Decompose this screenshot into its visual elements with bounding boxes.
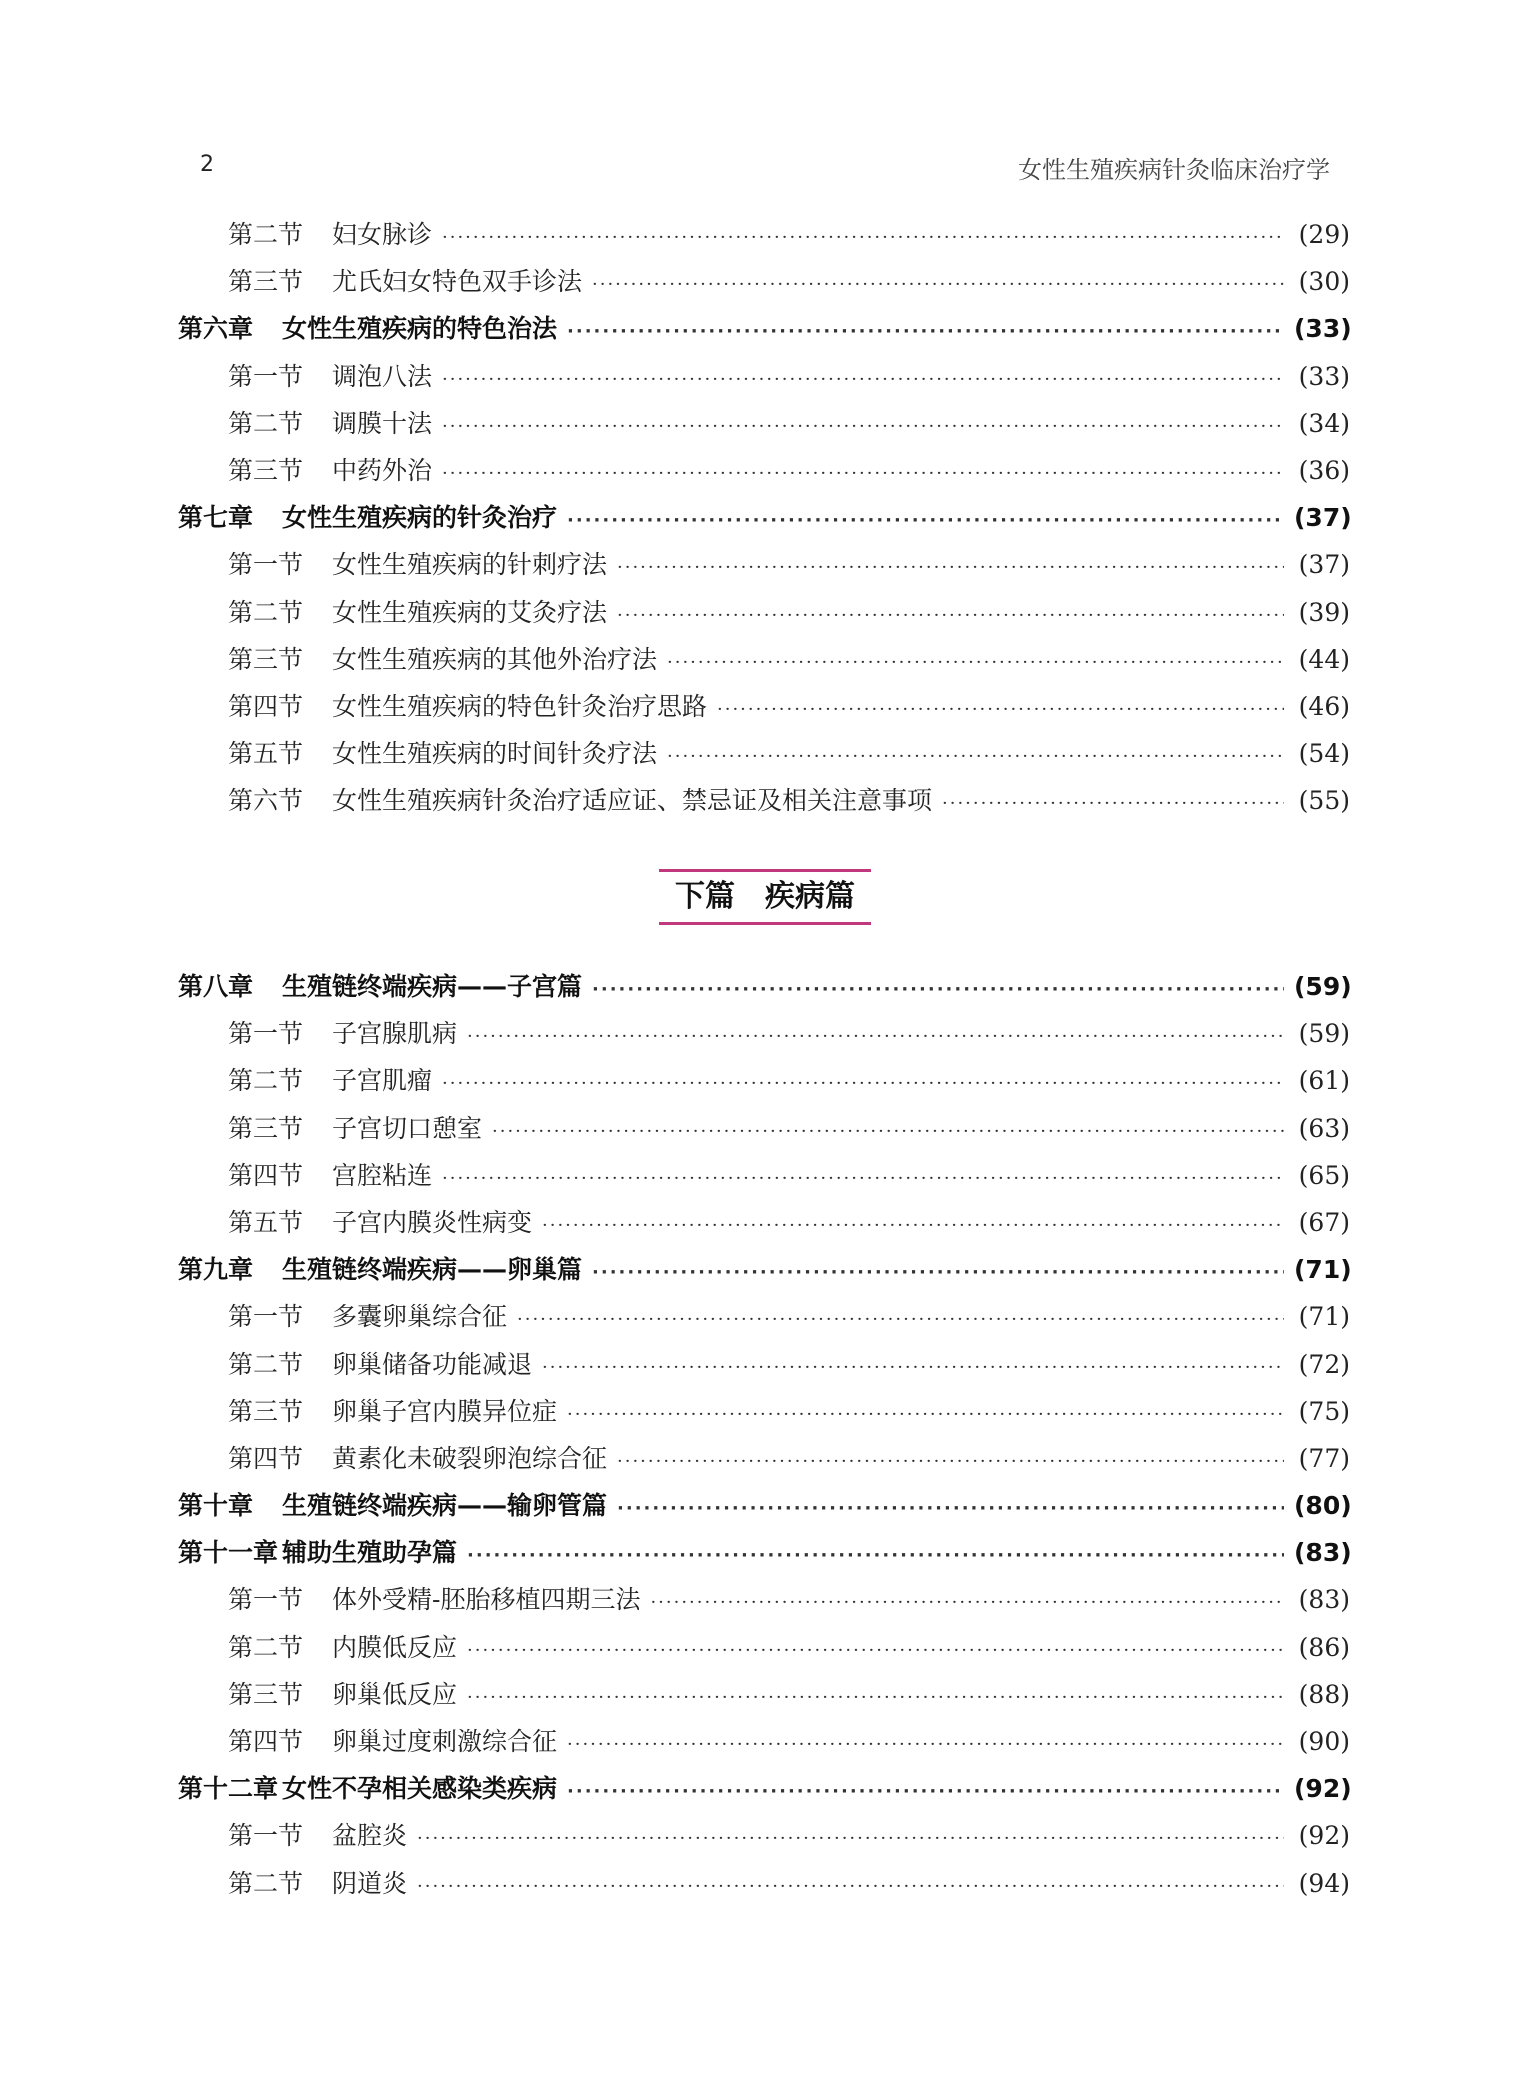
entry-page: (83) xyxy=(1298,1585,1350,1615)
entry-title: 女性生殖疾病的针灸治疗 xyxy=(282,503,558,533)
leader-dots xyxy=(417,1815,1284,1862)
entry-label: 第三节 xyxy=(228,1679,304,1709)
entry-title: 女性生殖疾病的特色治法 xyxy=(282,314,558,344)
toc-section-entry[interactable] xyxy=(178,1105,1350,1152)
entry-page: (39) xyxy=(1298,597,1350,627)
entry-title: 女性生殖疾病的其他外治疗法 xyxy=(332,644,658,674)
entry-label: 第十章 xyxy=(178,1491,254,1521)
entry-title: 体外受精-胚胎移植四期三法 xyxy=(332,1585,641,1615)
entry-label: 第三节 xyxy=(228,1396,304,1426)
toc-section-entry[interactable] xyxy=(178,589,1350,636)
toc-list-top xyxy=(178,211,1350,824)
toc-section-entry[interactable] xyxy=(178,211,1350,258)
leader-dots xyxy=(442,1155,1284,1202)
toc-section-entry[interactable] xyxy=(178,1152,1350,1199)
toc-section-entry[interactable] xyxy=(178,1341,1350,1388)
leader-dots xyxy=(592,1249,1284,1296)
entry-page: (63) xyxy=(1298,1113,1350,1143)
leader-dots xyxy=(650,1579,1284,1626)
entry-page: (75) xyxy=(1298,1396,1350,1426)
entry-title: 调膜十法 xyxy=(332,408,433,438)
leader-dots xyxy=(567,308,1284,355)
toc-section-entry[interactable] xyxy=(178,1010,1350,1057)
toc-section-entry[interactable] xyxy=(178,1671,1350,1718)
entry-page: (61) xyxy=(1298,1066,1350,1096)
leader-dots xyxy=(667,639,1284,686)
leader-dots xyxy=(617,1438,1284,1485)
entry-page: (54) xyxy=(1298,739,1350,769)
part-title: 下篇 疾病篇 xyxy=(659,869,871,925)
entry-label: 第四节 xyxy=(228,1443,304,1473)
entry-label: 第一节 xyxy=(228,550,304,580)
entry-title: 子宫腺肌病 xyxy=(332,1019,458,1049)
entry-label: 第一节 xyxy=(228,1585,304,1615)
leader-dots xyxy=(467,1013,1284,1060)
toc-section-entry[interactable] xyxy=(178,1860,1350,1907)
entry-title: 调泡八法 xyxy=(332,361,433,391)
entry-page: (33) xyxy=(1294,314,1352,344)
entry-label: 第二节 xyxy=(228,1868,304,1898)
leader-dots xyxy=(442,356,1284,403)
entry-label: 第二节 xyxy=(228,408,304,438)
entry-label: 第十二章 xyxy=(178,1774,279,1804)
entry-title: 中药外治 xyxy=(332,455,433,485)
entry-title: 卵巢子宫内膜异位症 xyxy=(332,1396,558,1426)
entry-label: 第三节 xyxy=(228,455,304,485)
toc-section-entry[interactable] xyxy=(178,1435,1350,1482)
entry-title: 女性生殖疾病的特色针灸治疗思路 xyxy=(332,691,708,721)
toc-section-entry[interactable] xyxy=(178,683,1350,730)
toc-section-entry[interactable] xyxy=(178,1812,1350,1859)
entry-label: 第四节 xyxy=(228,1160,304,1190)
toc-section-entry[interactable] xyxy=(178,1293,1350,1340)
leader-dots xyxy=(542,1202,1284,1249)
entry-page: (44) xyxy=(1298,644,1350,674)
toc-section-entry[interactable] xyxy=(178,541,1350,588)
leader-dots xyxy=(592,261,1284,308)
entry-page: (29) xyxy=(1298,220,1350,249)
entry-page: (59) xyxy=(1298,1019,1350,1049)
entry-page: (36) xyxy=(1298,455,1350,485)
entry-label: 第二节 xyxy=(228,1632,304,1662)
leader-dots xyxy=(517,1296,1284,1343)
leader-dots xyxy=(942,780,1284,827)
entry-title: 尤氏妇女特色双手诊法 xyxy=(332,267,583,297)
toc-section-entry[interactable] xyxy=(178,636,1350,683)
entry-page: (92) xyxy=(1298,1821,1350,1851)
entry-label: 第二节 xyxy=(228,1349,304,1379)
entry-page: (77) xyxy=(1298,1443,1350,1473)
entry-label: 第一节 xyxy=(228,1302,304,1332)
leader-dots xyxy=(592,966,1284,1013)
entry-title: 盆腔炎 xyxy=(332,1821,408,1851)
entry-label: 第一节 xyxy=(228,1019,304,1049)
entry-page: (72) xyxy=(1298,1349,1350,1379)
entry-label: 第二节 xyxy=(228,597,304,627)
leader-dots xyxy=(717,686,1284,733)
entry-title: 女性生殖疾病的艾灸疗法 xyxy=(332,597,608,627)
toc-chapter-entry[interactable] xyxy=(178,1765,1350,1812)
toc-section-entry[interactable] xyxy=(178,258,1350,305)
entry-label: 第三节 xyxy=(228,267,304,297)
toc-section-entry[interactable] xyxy=(178,1624,1350,1671)
entry-title: 妇女脉诊 xyxy=(332,220,433,249)
entry-label: 第二节 xyxy=(228,1066,304,1096)
entry-page: (90) xyxy=(1298,1727,1350,1756)
leader-dots xyxy=(567,1768,1284,1815)
leader-dots xyxy=(492,1108,1284,1155)
entry-page: (67) xyxy=(1298,1207,1350,1237)
entry-title: 内膜低反应 xyxy=(332,1632,458,1662)
leader-dots xyxy=(417,1863,1284,1910)
leader-dots xyxy=(467,1674,1284,1721)
leader-dots xyxy=(442,403,1284,450)
leader-dots xyxy=(442,450,1284,497)
entry-label: 第五节 xyxy=(228,739,304,769)
toc-section-entry[interactable] xyxy=(178,777,1350,824)
entry-title: 卵巢低反应 xyxy=(332,1679,458,1709)
entry-label: 第二节 xyxy=(228,220,304,249)
leader-dots xyxy=(567,1391,1284,1438)
entry-page: (71) xyxy=(1294,1255,1352,1285)
leader-dots xyxy=(467,1627,1284,1674)
entry-page: (30) xyxy=(1298,267,1350,297)
entry-title: 女性生殖疾病针灸治疗适应证、禁忌证及相关注意事项 xyxy=(332,786,933,816)
entry-title: 女性生殖疾病的时间针灸疗法 xyxy=(332,739,658,769)
entry-label: 第四节 xyxy=(228,1727,304,1756)
toc-list-bottom xyxy=(178,963,1350,1907)
running-header-title: 女性生殖疾病针灸临床治疗学 xyxy=(1018,156,1330,184)
entry-label: 第三节 xyxy=(228,1113,304,1143)
entry-page: (92) xyxy=(1294,1774,1352,1804)
entry-title: 多囊卵巢综合征 xyxy=(332,1302,508,1332)
leader-dots xyxy=(442,214,1284,261)
toc-chapter-entry[interactable] xyxy=(178,1529,1350,1576)
entry-title: 辅助生殖助孕篇 xyxy=(282,1538,458,1568)
entry-label: 第六章 xyxy=(178,314,254,344)
leader-dots xyxy=(617,1485,1284,1532)
page-number: 2 xyxy=(200,152,214,177)
entry-label: 第十一章 xyxy=(178,1538,279,1568)
toc-section-entry[interactable] xyxy=(178,1718,1350,1765)
entry-page: (33) xyxy=(1298,361,1350,391)
entry-page: (80) xyxy=(1294,1491,1352,1521)
entry-title: 子宫内膜炎性病变 xyxy=(332,1207,533,1237)
leader-dots xyxy=(542,1344,1284,1391)
leader-dots xyxy=(567,1721,1284,1768)
entry-title: 生殖链终端疾病——卵巢篇 xyxy=(282,1255,583,1285)
entry-label: 第七章 xyxy=(178,503,254,533)
toc-chapter-entry[interactable] xyxy=(178,1482,1350,1529)
toc-section-entry[interactable] xyxy=(178,447,1350,494)
entry-page: (55) xyxy=(1298,786,1350,816)
entry-page: (65) xyxy=(1298,1160,1350,1190)
leader-dots xyxy=(617,592,1284,639)
toc-section-entry[interactable] xyxy=(178,1576,1350,1623)
toc-section-entry[interactable] xyxy=(178,1057,1350,1104)
entry-title: 女性生殖疾病的针刺疗法 xyxy=(332,550,608,580)
entry-page: (88) xyxy=(1298,1679,1350,1709)
entry-page: (46) xyxy=(1298,691,1350,721)
entry-title: 生殖链终端疾病——子宫篇 xyxy=(282,972,583,1001)
entry-page: (86) xyxy=(1298,1632,1350,1662)
entry-page: (37) xyxy=(1294,503,1352,533)
entry-title: 阴道炎 xyxy=(332,1868,408,1898)
toc-section-entry[interactable] xyxy=(178,353,1350,400)
entry-page: (37) xyxy=(1298,550,1350,580)
entry-title: 生殖链终端疾病——输卵管篇 xyxy=(282,1491,608,1521)
entry-page: (83) xyxy=(1294,1538,1352,1568)
entry-label: 第九章 xyxy=(178,1255,254,1285)
entry-label: 第一节 xyxy=(228,1821,304,1851)
entry-page: (34) xyxy=(1298,408,1350,438)
entry-page: (94) xyxy=(1298,1868,1350,1898)
entry-title: 黄素化未破裂卵泡综合征 xyxy=(332,1443,608,1473)
leader-dots xyxy=(617,544,1284,591)
toc-chapter-entry[interactable] xyxy=(178,963,1350,1010)
entry-label: 第六节 xyxy=(228,786,304,816)
entry-label: 第八章 xyxy=(178,972,254,1001)
toc-section-entry[interactable] xyxy=(178,1388,1350,1435)
entry-page: (71) xyxy=(1298,1302,1350,1332)
leader-dots xyxy=(667,733,1284,780)
toc-section-entry[interactable] xyxy=(178,1199,1350,1246)
entry-title: 女性不孕相关感染类疾病 xyxy=(282,1774,558,1804)
entry-title: 卵巢过度刺激综合征 xyxy=(332,1727,558,1756)
entry-title: 子宫肌瘤 xyxy=(332,1066,433,1096)
toc-section-entry[interactable] xyxy=(178,730,1350,777)
toc-chapter-entry[interactable] xyxy=(178,494,1350,541)
entry-title: 子宫切口憩室 xyxy=(332,1113,483,1143)
entry-label: 第三节 xyxy=(228,644,304,674)
entry-title: 卵巢储备功能减退 xyxy=(332,1349,533,1379)
entry-title: 宫腔粘连 xyxy=(332,1160,433,1190)
leader-dots xyxy=(567,497,1284,544)
entry-page: (59) xyxy=(1294,972,1352,1001)
entry-label: 第四节 xyxy=(228,691,304,721)
leader-dots xyxy=(467,1532,1284,1579)
toc-chapter-entry[interactable] xyxy=(178,1246,1350,1293)
entry-label: 第五节 xyxy=(228,1207,304,1237)
leader-dots xyxy=(442,1060,1284,1107)
toc-chapter-entry[interactable] xyxy=(178,305,1350,352)
entry-label: 第一节 xyxy=(228,361,304,391)
toc-section-entry[interactable] xyxy=(178,400,1350,447)
